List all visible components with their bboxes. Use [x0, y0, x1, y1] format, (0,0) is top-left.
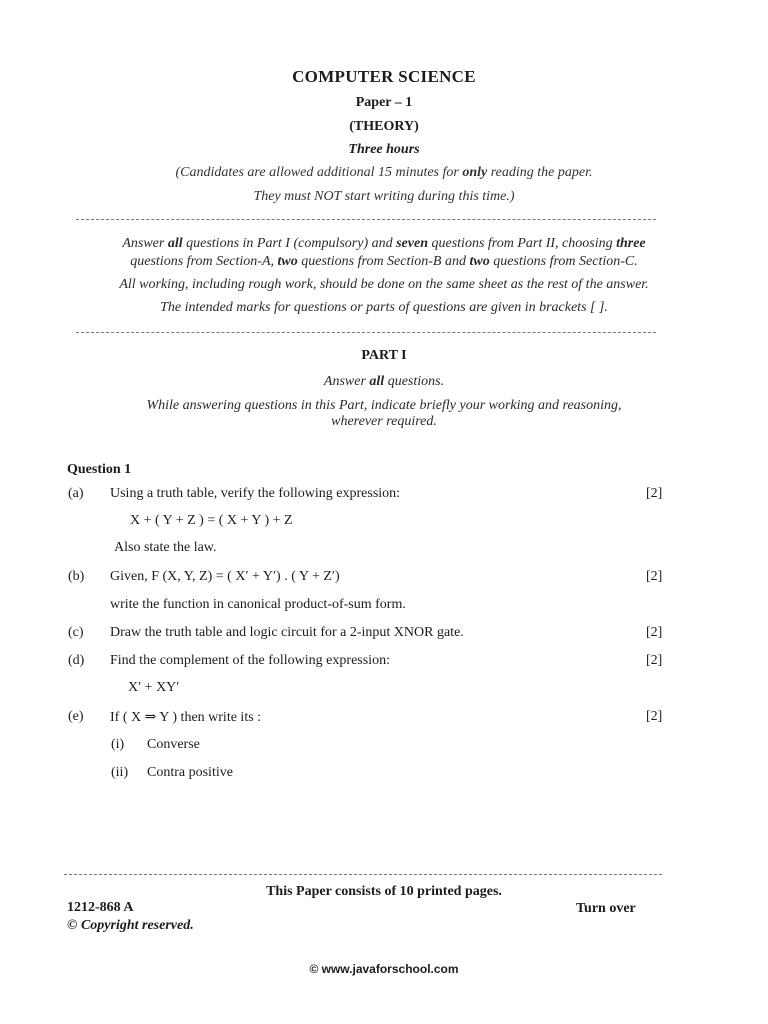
- item-d-label: (d): [68, 653, 85, 668]
- note-emphasis: only: [462, 165, 488, 180]
- question-heading: Question 1: [67, 462, 132, 477]
- part-text: Answer: [323, 374, 370, 389]
- part-instruction-3: wherever required.: [331, 414, 437, 429]
- instr-bold: three: [616, 236, 646, 251]
- item-d-expression: X′ + XY′: [128, 680, 180, 695]
- note-text-post: reading the paper.: [487, 165, 593, 180]
- divider-top: [76, 219, 656, 220]
- instruction-line-4: The intended marks for questions or parts of questions are given in brackets [ ].: [160, 300, 608, 315]
- item-e-sub-ii-label: (ii): [111, 765, 129, 780]
- item-c-label: (c): [68, 625, 84, 640]
- reading-time-note: [0, 165, 768, 181]
- instr-bold: two: [469, 254, 490, 269]
- item-d-marks: [2]: [646, 653, 663, 668]
- item-e-label: (e): [68, 709, 84, 724]
- copyright-note: © Copyright reserved.: [67, 918, 194, 933]
- item-e-sub-i-label: (i): [111, 737, 125, 752]
- instr-text: questions in Part I (compulsory) and: [182, 236, 397, 251]
- item-a-marks: [2]: [646, 486, 663, 501]
- instr-bold: two: [277, 254, 298, 269]
- item-a-law: Also state the law.: [114, 540, 217, 555]
- instr-text: questions from Section-C.: [489, 254, 638, 269]
- item-a-text: Using a truth table, verify the following expression:: [110, 486, 401, 501]
- item-a-expression: X + ( Y + Z ) = ( X + Y ) + Z: [130, 513, 293, 528]
- item-b-label: (b): [68, 569, 85, 584]
- item-b-marks: [2]: [646, 569, 663, 584]
- instr-bold: all: [167, 236, 183, 251]
- instr-bold: seven: [396, 236, 428, 251]
- instruction-line-3: All working, including rough work, should be done on the same sheet as the rest of the answer.: [119, 277, 649, 292]
- instruction-line-1: [0, 236, 768, 252]
- paper-type: (THEORY): [349, 119, 419, 134]
- item-d-text: Find the complement of the following expression:: [110, 653, 390, 668]
- paper-number: Paper – 1: [355, 95, 413, 110]
- website-watermark: © www.javaforschool.com: [309, 962, 459, 976]
- item-c-marks: [2]: [646, 625, 663, 640]
- note-text-pre: (Candidates are allowed additional 15 minutes for: [175, 165, 463, 180]
- divider-footer: [64, 874, 662, 875]
- item-b-instruction: write the function in canonical product-of-sum form.: [110, 597, 406, 612]
- part-bold: all: [369, 374, 385, 389]
- item-e-sub-ii-text: Contra positive: [147, 765, 233, 780]
- instr-text: questions from Section-A,: [130, 254, 278, 269]
- instr-text: Answer: [122, 236, 168, 251]
- paper-duration: Three hours: [348, 142, 420, 157]
- item-e-sub-i-text: Converse: [147, 737, 200, 752]
- item-e-marks: [2]: [646, 709, 663, 724]
- part-title: PART I: [361, 348, 407, 363]
- page-count-note: This Paper consists of 10 printed pages.: [266, 884, 502, 899]
- paper-subject-title: COMPUTER SCIENCE: [292, 67, 476, 86]
- divider-middle: [76, 332, 656, 333]
- part-text: questions.: [384, 374, 445, 389]
- part-instruction-1: [0, 374, 768, 390]
- instr-text: questions from Part II, choosing: [428, 236, 617, 251]
- paper-code: 1212-868 A: [67, 900, 134, 915]
- part-instruction-2: While answering questions in this Part, indicate briefly your working and reasoning,: [146, 398, 622, 413]
- no-writing-note: They must NOT start writing during this time.): [253, 189, 515, 204]
- instr-text: questions from Section-B and: [297, 254, 470, 269]
- instruction-line-2: [0, 254, 768, 270]
- item-b-text: Given, F (X, Y, Z) = ( X′ + Y′) . ( Y + Z′): [110, 569, 340, 584]
- item-a-label: (a): [68, 486, 84, 501]
- item-e-text: If ( X ⇒ Y ) then write its :: [110, 710, 262, 725]
- item-c-text: Draw the truth table and logic circuit for a 2-input XNOR gate.: [110, 625, 464, 640]
- turn-over-label: Turn over: [576, 901, 636, 916]
